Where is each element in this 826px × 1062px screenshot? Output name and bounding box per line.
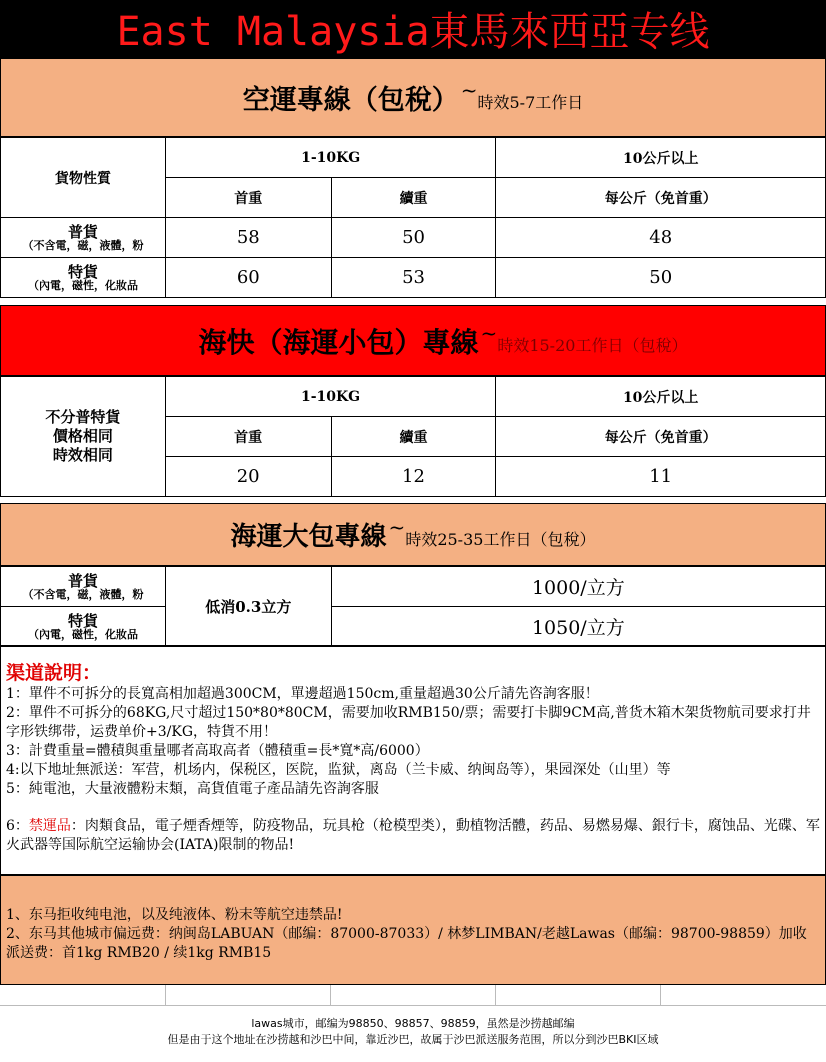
cargo-note: （內電，磁性，化妝品 [27,627,138,641]
extra-weight-header: 續重 [331,417,496,457]
range-1-10kg-header: 1-10KG [165,377,496,417]
cargo-name: 特貨 [67,262,98,281]
east-note-line: 1、东马拒收纯电池，以及纯液体、粉末等航空违禁品! [6,907,343,923]
price-per-kg: 11 [496,457,826,497]
table-row [1,218,826,258]
sea-bulk-timing: 時效25-35工作日（包稅） [405,530,596,549]
price-first: 20 [165,457,331,497]
sea-bulk-table [0,566,826,647]
label-line: 時效相同 [52,446,113,464]
range-1-10kg-header: 1-10KG [165,138,496,178]
table-row [1,607,826,647]
prohibited-label: 禁運品 [28,818,71,834]
note-line-prohibited [6,817,820,855]
cargo-name: 普貨 [67,571,98,590]
grid-divider [660,985,661,1005]
range-over-10kg-header: 10公斤以上 [496,377,826,417]
price-first: 60 [165,258,331,298]
price-per-kg: 48 [496,218,826,258]
grid-divider [0,1005,826,1006]
cargo-note: （內電，磁性，化妝品 [27,278,138,292]
page-title: East Malaysia東馬來西亞专线 [0,0,826,58]
note-line: 3：計費重量=體積與重量哪者高取高者（體積重=長*寬*高/6000） [6,743,429,759]
sea-express-header [0,305,826,376]
footer-line: lawas城市，邮编为98850、98857、98859，虽然是沙捞越邮编 [251,1017,575,1030]
note-prefix: 6： [6,818,29,834]
cargo-name: 普貨 [67,222,98,241]
sea-express-timing: 時效15-20工作日（包稅） [497,336,688,355]
grid-divider [495,985,496,1005]
per-kg-header: 每公斤（免首重） [496,417,826,457]
price-first: 58 [165,218,331,258]
per-kg-header: 每公斤（免首重） [496,178,826,218]
note-line: 1：單件不可拆分的長寬高相加超過300CM，單邊超過150cm,重量超過30公斤請先咨詢客服！ [6,686,599,702]
grid-divider [330,985,331,1005]
east-malaysia-notes [0,875,826,985]
air-freight-header [0,58,826,137]
sea-express-title: 海快（海運小包）專線 [198,325,479,359]
cargo-general [1,218,166,258]
prohibited-text: ：肉類食品，電子煙香煙等，防疫物品，玩具枪（枪模型类），動植物活體，药品、易燃易爆、銀行卡，腐蚀品、光碟、军火武器等国际航空运输协会(IATA)限制的物品! [6,818,820,853]
price-extra: 50 [331,218,496,258]
sea-bulk-tilde: ~ [388,514,406,539]
price-per-kg: 50 [496,258,826,298]
channel-notes [0,645,826,875]
air-freight-tilde: ~ [460,77,478,102]
note-line: 4:以下地址無派送：军营，机场内，保税区，医院，监狱，离岛（兰卡威、纳闽岛等），果园深处（山里）等 [6,762,671,778]
label-line: 價格相同 [52,427,113,445]
extra-weight-header: 續重 [331,178,496,218]
air-freight-title: 空運專線（包稅） [242,85,459,116]
first-weight-header: 首重 [165,178,331,218]
cargo-special [1,258,166,298]
sea-bulk-header [0,503,826,566]
cargo-type-header: 貨物性質 [1,138,166,218]
cargo-name: 特貨 [67,611,98,630]
price-extra: 12 [331,457,496,497]
footer-note [0,1016,826,1048]
table-row [1,567,826,607]
air-freight-timing: 時效5-7工作日 [477,93,584,112]
sea-bulk-title: 海運大包專線 [230,522,387,552]
cargo-note: （不含電，磁，液體，粉 [22,238,144,252]
sea-express-table [0,376,826,497]
label-line: 不分普特貨 [45,408,121,426]
east-note-line: 2、东马其他城市偏远费：纳闽岛LABUAN（邮编：87000-87033）/ 林梦LIMBAN/老越Lawas（邮编：98700-98859）加收派送费：首1kg RMB20 / 续1kg RMB15 [6,926,807,961]
grid-divider [165,985,166,1005]
price-extra: 53 [331,258,496,298]
sea-express-label [1,377,166,497]
table-row [1,258,826,298]
range-over-10kg-header: 10公斤以上 [496,138,826,178]
first-weight-header: 首重 [165,417,331,457]
cargo-note: （不含電，磁，液體，粉 [22,587,144,601]
price-per-cbm: 1000/立方 [331,567,825,607]
air-freight-table [0,137,826,298]
footer-line: 但是由于这个地址在沙捞越和沙巴中间，靠近沙巴，故属于沙巴派送服务范围，所以分到沙巴BKI区域 [167,1033,659,1046]
notes-title: 渠道說明： [6,662,102,684]
price-per-cbm: 1050/立方 [331,607,825,647]
cargo-general [1,567,166,607]
cargo-special [1,607,166,647]
note-line: 5：純電池，大量液體粉末類，高貨值電子產品請先咨詢客服 [6,781,379,797]
minimum-volume-label: 低消0.3立方 [165,567,331,647]
note-line: 2：單件不可拆分的68KG,尺寸超过150*80*80CM，需要加收RMB150/票；需要打卡脚9CM高,普货木箱木架货物航司要求打井字形铁绑带，运费单价+3/KG，特貨不用！ [6,705,811,740]
sea-express-tilde: ~ [480,320,498,345]
